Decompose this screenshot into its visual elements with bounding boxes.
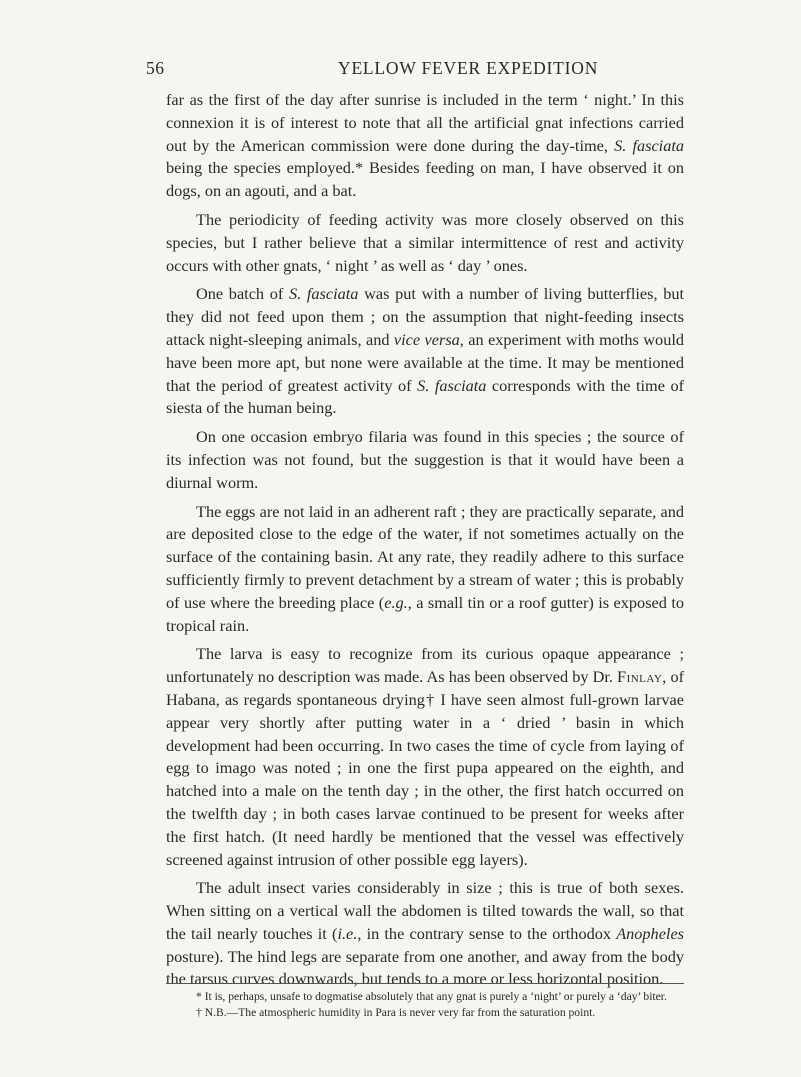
text-run: One batch of	[196, 284, 289, 304]
text-run: corresponds with the time of siesta of the human being.	[166, 375, 685, 418]
text-run: being the species employed.* Besides feeding on man, I have observed it on dogs, on an agouti, and a bat.	[166, 158, 684, 201]
text-run: far as the first of the day after sunrise is included in the term ‘ night.’ In this connexion it is of interest to note that all the artificial gnat infections carried out by the American commission were done during the day-time,	[166, 90, 684, 155]
footnote: * It is, perhaps, unsafe to dogmatise absolutely that any gnat is purely a ‘night’ or purely a ‘day’ biter.	[196, 990, 667, 1003]
italic-text: S. fasciata	[417, 375, 487, 395]
page-number: 56	[146, 58, 165, 78]
paragraph	[166, 501, 684, 638]
body-text	[166, 89, 684, 997]
text-run: , of Habana, as regards spontaneous drying† I have seen almost full-grown larvae appear very shortly after putting water in a ‘ dried ’ basin in which development had been occurring. In two cases the time of cycle from laying of egg to imago was noted ; in one the first pupa appeared on the eighth, and hatched into a male on the tenth day ; in the other, the first hatch occurred on the twelfth day ; in both cases larvae continued to be present for weeks after the first hatch. (It need hardly be mentioned that the vessel was effectively screened against intrusion of other possible egg layers).	[166, 667, 685, 869]
text-run: The periodicity of feeding activity was more closely observed on this species, but I rather believe that a similar intermittence of rest and activity occurs with other gnats, ‘ night ’ as well as ‘ day ’ ones.	[166, 209, 684, 275]
text-run: The larva is easy to recognize from its curious opaque appearance ; unfortunately no description was made. As has been observed by Dr.	[166, 644, 684, 687]
italic-text: vice versa	[393, 329, 460, 349]
small-caps-name: Finlay	[617, 667, 663, 687]
text-run: On one occasion embryo filaria was found in this species ; the source of its infection was not found, but the suggestion is that it would have been a diurnal worm.	[166, 427, 684, 492]
paragraph	[166, 426, 684, 494]
paragraph	[166, 877, 684, 991]
footnote-rule	[166, 983, 684, 984]
paragraph	[166, 643, 684, 871]
text-run: , in the contrary sense to the orthodox	[357, 923, 617, 943]
paragraph	[166, 209, 684, 277]
italic-text: e.g.	[384, 592, 408, 612]
paragraph	[166, 283, 684, 420]
text-run: posture). The hind legs are separate from one another, and away from the body the tarsus curves downwards, but tends to a more or less horizontal position.	[166, 946, 684, 989]
page-header	[0, 58, 801, 82]
running-head: YELLOW FEVER EXPEDITION	[338, 58, 599, 78]
footnotes	[166, 989, 684, 1021]
italic-text: S. fasciata	[288, 284, 359, 304]
text-run: , an experiment with moths would have been more apt, but none were available at the time. It may be mentioned that the period of greatest activity of	[166, 329, 684, 395]
text-run: was put with a number of living butterflies, but they did not feed upon them ; on the assumption that night-feeding insects attack night-sleeping animals, and	[166, 284, 685, 349]
text-run: The eggs are not laid in an adherent raft ; they are practically separate, and are deposited close to the edge of the water, if not sometimes actually on the surface of the containing basin. At any rate, they readily adhere to this surface sufficiently firmly to prevent detachment by a stream of water ; this is probably of use where the breeding place (	[166, 501, 684, 612]
italic-text: i.e.	[337, 923, 358, 943]
italic-text: S. fasciata	[614, 135, 684, 155]
text-run: , a small tin or a roof gutter) is exposed to tropical rain.	[166, 592, 684, 635]
paragraph	[166, 89, 684, 203]
italic-text: Anopheles	[616, 923, 685, 943]
footnote: † N.B.—The atmospheric humidity in Para is never very far from the saturation point.	[196, 1006, 596, 1019]
text-run: The adult insect varies considerably in size ; this is true of both sexes. When sitting on a vertical wall the abdomen is tilted towards the wall, so that the tail nearly touches it (	[166, 878, 684, 943]
